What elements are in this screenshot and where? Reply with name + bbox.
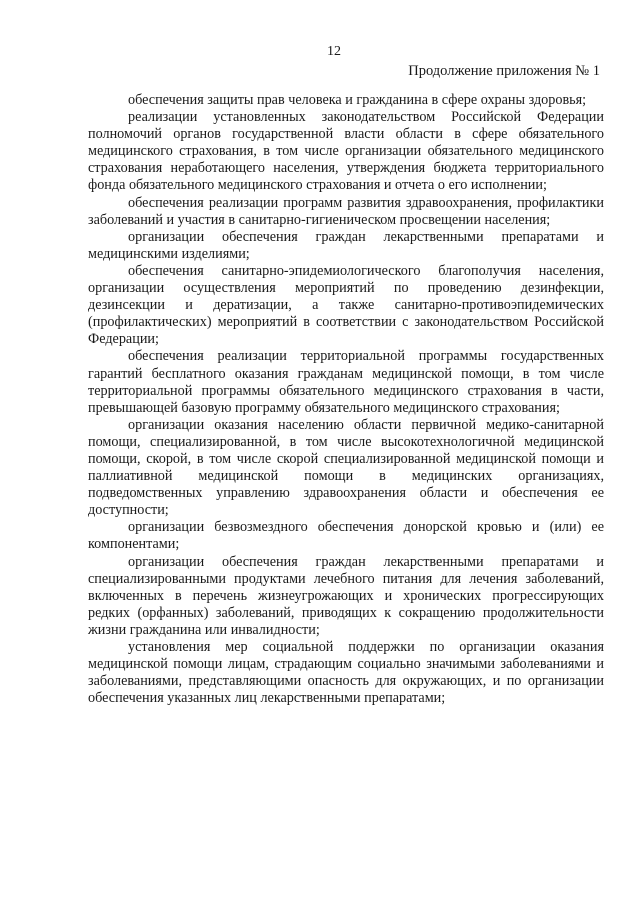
document-body bbox=[88, 92, 604, 707]
paragraph-social-support: установления мер социальной поддержки по организации оказания медицинской помощи лицам, страдающим социально значимыми заболеваниями и заболеваниями, представляющими опасность для окружающих, и по организации обеспечения указанных лиц лекарственными препаратами; bbox=[88, 639, 604, 707]
paragraph-medical-care: организации оказания населению области первичной медико-санитарной помощи, специализированной, в том числе высокотехнологичной медицинской помощи, скорой, в том числе скорой специализированной медицинской помощи и паллиативной медицинской помощи в медицинских организациях, подведомственных управлению здравоохранения области и обеспечения ее доступности; bbox=[88, 416, 604, 519]
paragraph-mandatory-insurance: реализации установленных законодательством Российской Федерации полномочий органов государственной власти области в сфере обязательного медицинского страхования, в том числе организации обязательного медицинского страхования неработающего населения, утверждения бюджета территориального фонда обязательного медицинского страхования и отчета о его исполнении; bbox=[88, 109, 604, 194]
paragraph-donor-blood: организации безвозмездного обеспечения донорской кровью и (или) ее компонентами; bbox=[88, 519, 604, 553]
paragraph-orphan-diseases: организации обеспечения граждан лекарственными препаратами и специализированными продуктами лечебного питания для лечения заболеваний, включенных в перечень жизнеугрожающих и хронических прогрессирующих редких (орфанных) заболеваний, приводящих к сокращению продолжительности жизни гражданина или инвалидности; bbox=[88, 553, 604, 638]
page-number: 12 bbox=[327, 44, 341, 59]
paragraph-medicines-supply: организации обеспечения граждан лекарственными препаратами и медицинскими изделиями; bbox=[88, 228, 604, 262]
paragraph-sanitary-welfare: обеспечения санитарно-эпидемиологического благополучия населения, организации осуществления мероприятий по проведению дезинфекции, дезинсекции и дератизации, а также санитарно-противоэпидемических (профилактических) мероприятий в соответствии с законодательством Российской Федерации; bbox=[88, 262, 604, 348]
paragraph-state-guarantees: обеспечения реализации территориальной программы государственных гарантий бесплатного оказания гражданам медицинской помощи, в том числе территориальной программы обязательного медицинского страхования в части, превышающей базовую программу обязательного медицинского страхования; bbox=[88, 348, 604, 416]
paragraph-health-programs: обеспечения реализации программ развития здравоохранения, профилактики заболеваний и участия в санитарно-гигиеническом просвещении населения; bbox=[88, 194, 604, 228]
paragraph-health-rights: обеспечения защиты прав человека и гражданина в сфере охраны здоровья; bbox=[128, 92, 587, 108]
appendix-header: Продолжение приложения № 1 bbox=[408, 63, 600, 79]
